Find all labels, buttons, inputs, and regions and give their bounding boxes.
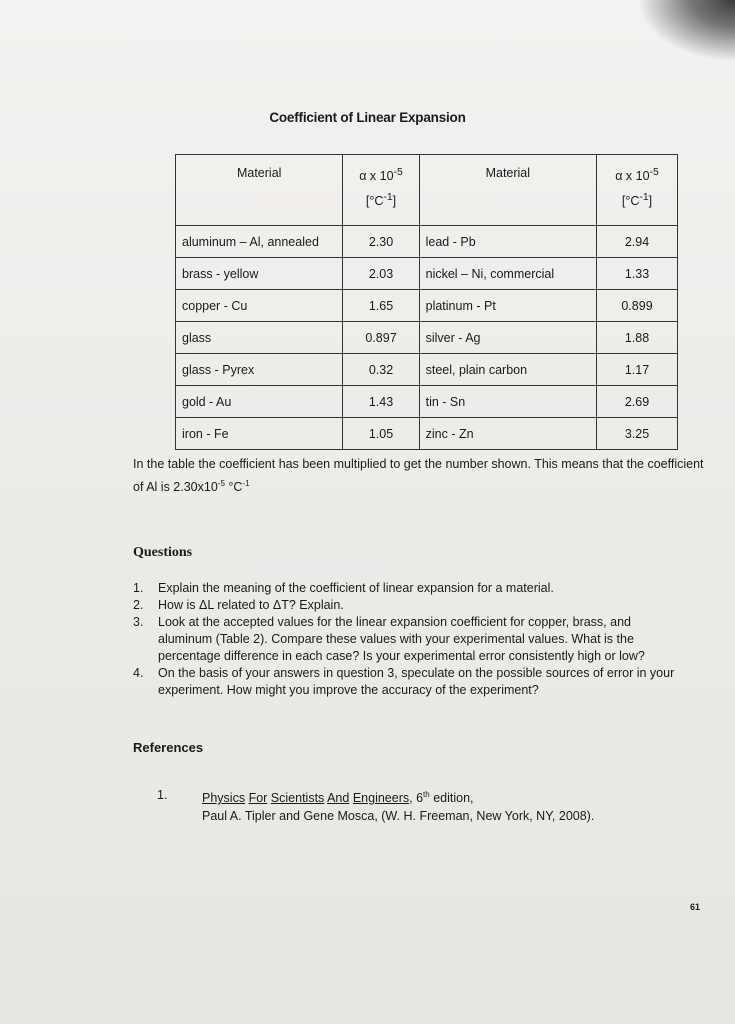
material-cell: platinum - Pt <box>419 290 596 322</box>
question-number: 1. <box>133 581 144 595</box>
page-number: 61 <box>690 902 701 912</box>
alpha-unit-exp: -1 <box>383 192 393 204</box>
table-row <box>176 290 678 322</box>
table-row <box>176 226 678 258</box>
alpha-exp: -5 <box>393 167 403 178</box>
table-row <box>176 354 678 386</box>
value-cell: 0.899 <box>597 290 678 322</box>
value-cell: 2.94 <box>597 226 678 258</box>
page-title: Coefficient of Linear Expansion <box>269 110 466 125</box>
header-alpha-1-line1 <box>359 169 403 183</box>
table-note-text: In the table the coefficient has been multiplied to get the number shown. This means that the coefficient of Al is 2.30x10 <box>133 457 704 495</box>
question-text: Look at the accepted values for the linear expansion coefficient for copper, brass, and aluminum (Table 2). Compare these values with your experimental values. What is the percentage difference in each case? Is your experimental error consistently high or low? <box>158 615 645 663</box>
value-cell: 1.17 <box>597 354 678 386</box>
reference-title-line <box>202 786 677 807</box>
material-cell: zinc - Zn <box>419 418 596 450</box>
question-item <box>133 614 688 665</box>
material-cell: silver - Ag <box>419 322 596 354</box>
header-material-2-label: Material <box>485 166 531 180</box>
material-cell: nickel – Ni, commercial <box>419 258 596 290</box>
material-cell: iron - Fe <box>176 418 343 450</box>
header-material-1 <box>176 155 343 226</box>
header-alpha-2-line2 <box>603 190 671 209</box>
table-note-exp: -5 <box>217 479 225 488</box>
question-text: On the basis of your answers in question 3, speculate on the possible sources of error in your experiment. How might you improve the accuracy of the experiment? <box>158 666 675 697</box>
alpha-unit-exp-2: -1 <box>639 192 649 204</box>
reference-title-word: Scientists <box>270 791 325 806</box>
question-text: Explain the meaning of the coefficient of linear expansion for a material. <box>158 581 554 595</box>
value-cell: 1.65 <box>343 290 419 322</box>
material-cell: tin - Sn <box>419 386 596 418</box>
reference-item <box>157 786 677 825</box>
material-cell: steel, plain carbon <box>419 354 596 386</box>
material-cell: aluminum – Al, annealed <box>176 226 343 258</box>
question-number: 3. <box>133 615 144 629</box>
reference-edition-rest: edition, <box>429 791 474 806</box>
reference-body <box>202 786 677 825</box>
header-material-2 <box>419 155 596 226</box>
value-cell: 1.43 <box>343 386 419 418</box>
header-alpha-1 <box>343 155 419 226</box>
header-alpha-2-line1 <box>615 169 659 183</box>
value-cell: 1.05 <box>343 418 419 450</box>
alpha-unit: [°C <box>365 194 384 209</box>
table-row <box>176 258 678 290</box>
questions-heading: Questions <box>133 545 193 560</box>
alpha-unit-close: ] <box>392 194 397 209</box>
table-row <box>176 322 678 354</box>
table-note-unit: °C <box>224 480 243 495</box>
value-cell: 2.69 <box>597 386 678 418</box>
value-cell: 2.03 <box>343 258 419 290</box>
question-item <box>133 580 688 597</box>
value-cell: 3.25 <box>597 418 678 450</box>
material-cell: gold - Au <box>176 386 343 418</box>
questions-list <box>133 580 688 699</box>
reference-number: 1. <box>157 788 168 802</box>
alpha-label: α x 10 <box>359 169 394 184</box>
value-cell: 1.33 <box>597 258 678 290</box>
material-cell: copper - Cu <box>176 290 343 322</box>
question-item <box>133 597 688 614</box>
header-material-1-label: Material <box>236 166 282 180</box>
material-cell: brass - yellow <box>176 258 343 290</box>
value-cell: 0.32 <box>343 354 419 386</box>
alpha-exp-2: -5 <box>649 167 659 178</box>
reference-title-word: And <box>327 791 350 806</box>
references-heading: References <box>133 740 204 755</box>
reference-title-word: Engineers <box>352 791 410 806</box>
alpha-unit-close-2: ] <box>648 194 653 209</box>
question-number: 4. <box>133 666 144 680</box>
table-row <box>176 386 678 418</box>
question-item <box>133 665 688 699</box>
expansion-table <box>175 154 678 450</box>
page-corner-shadow <box>625 0 735 70</box>
header-alpha-2 <box>597 155 678 226</box>
table-row <box>176 418 678 450</box>
header-alpha-1-line2 <box>349 190 412 209</box>
reference-edition-number: 6 <box>416 791 424 806</box>
alpha-unit-2: [°C <box>621 194 640 209</box>
reference-edition-sup: th <box>423 790 430 799</box>
reference-title-word: For <box>248 791 268 806</box>
question-number: 2. <box>133 598 144 612</box>
alpha-label-2: α x 10 <box>615 169 650 184</box>
material-cell: glass <box>176 322 343 354</box>
value-cell: 2.30 <box>343 226 419 258</box>
reference-authors: Paul A. Tipler and Gene Mosca, (W. H. Freeman, New York, NY, 2008). <box>202 809 595 824</box>
question-text: How is ΔL related to ΔT? Explain. <box>158 598 344 612</box>
table-header-row <box>176 155 678 226</box>
table-note <box>133 455 713 497</box>
table-note-unit-exp: -1 <box>242 479 250 488</box>
reference-title-comma: , <box>409 791 413 806</box>
value-cell: 0.897 <box>343 322 419 354</box>
material-cell: lead - Pb <box>419 226 596 258</box>
reference-title-word: Physics <box>202 791 246 806</box>
material-cell: glass - Pyrex <box>176 354 343 386</box>
value-cell: 1.88 <box>597 322 678 354</box>
